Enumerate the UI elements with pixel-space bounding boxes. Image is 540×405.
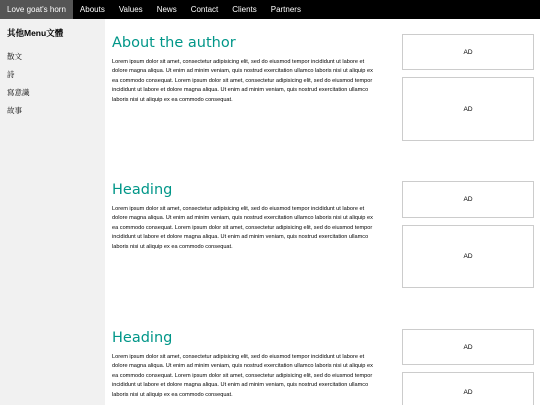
nav-item-abouts[interactable]: Abouts (79, 5, 105, 14)
section-body: Lorem ipsum dolor sit amet, consectetur adipisicing elit, sed do eiusmod tempor incididunt ut labore et dolore magna aliqua. Ut enim ad minim veniam, quis nostrud exercitation ullamco laboris nisi ut aliquip ex ea commodo consequat. Lorem ipsum dolor sit amet, consectetur adipisicing elit, sed do eiusmod tempor incididunt ut labore et dolore magna aliqua. Ut enim ad minim veniam, quis nostrud exercitation ullamco laboris nisi ut aliquip ex ea commodo consequat. (112, 354, 373, 398)
ad-box[interactable]: AD (402, 329, 534, 365)
ad-column (402, 19, 534, 405)
section-heading-3 (112, 329, 380, 400)
section-body: Lorem ipsum dolor sit amet, consectetur adipisicing elit, sed do eiusmod tempor incididunt ut labore et dolore magna aliqua. Ut enim ad minim veniam, quis nostrud exercitation ullamco laboris nisi ut aliquip ex ea commodo consequat. Lorem ipsum dolor sit amet, consectetur adipisicing elit, sed do eiusmod tempor incididunt ut labore et dolore magna aliqua. Ut enim ad minim veniam, quis nostrud exercitation ullamco laboris nisi ut aliquip ex ea commodo consequat. (112, 59, 373, 103)
nav-item-news[interactable]: News (156, 5, 177, 14)
main-content (105, 19, 395, 405)
top-navbar (0, 0, 540, 19)
section-body: Lorem ipsum dolor sit amet, consectetur adipisicing elit, sed do eiusmod tempor incididunt ut labore et dolore magna aliqua. Ut enim ad minim veniam, quis nostrud exercitation ullamco laboris nisi ut aliquip ex ea commodo consequat. Lorem ipsum dolor sit amet, consectetur adipisicing elit, sed do eiusmod tempor incididunt ut labore et dolore magna aliqua. Ut enim ad minim veniam, quis nostrud exercitation ullamco laboris nisi ut aliquip ex ea commodo consequat. (112, 206, 373, 250)
sidebar-title: 其他Menu文體 (7, 28, 64, 38)
section-heading: Heading (112, 182, 173, 198)
sidebar (0, 19, 105, 405)
nav-item-partners[interactable]: Partners (270, 5, 301, 14)
section-heading: About the author (112, 35, 236, 51)
ad-box[interactable]: AD (402, 372, 534, 405)
ad-box[interactable]: AD (402, 225, 534, 288)
sidebar-link-prose[interactable]: 散文 (7, 52, 22, 61)
ad-box[interactable]: AD (402, 77, 534, 141)
nav-item-home[interactable]: Love goat's horn (0, 0, 73, 19)
nav-item-clients[interactable]: Clients (232, 5, 257, 14)
section-about-author (112, 34, 380, 105)
nav-item-contact[interactable]: Contact (190, 5, 219, 14)
ad-box[interactable]: AD (402, 181, 534, 218)
sidebar-link-stories[interactable]: 故事 (7, 106, 22, 115)
sidebar-link-impressionism[interactable]: 寫意識 (7, 88, 30, 97)
section-heading: Heading (112, 330, 173, 346)
nav-item-values[interactable]: Values (118, 5, 143, 14)
section-heading-2 (112, 181, 380, 252)
ad-box[interactable]: AD (402, 34, 534, 70)
sidebar-link-poetry[interactable]: 詩 (7, 70, 15, 79)
